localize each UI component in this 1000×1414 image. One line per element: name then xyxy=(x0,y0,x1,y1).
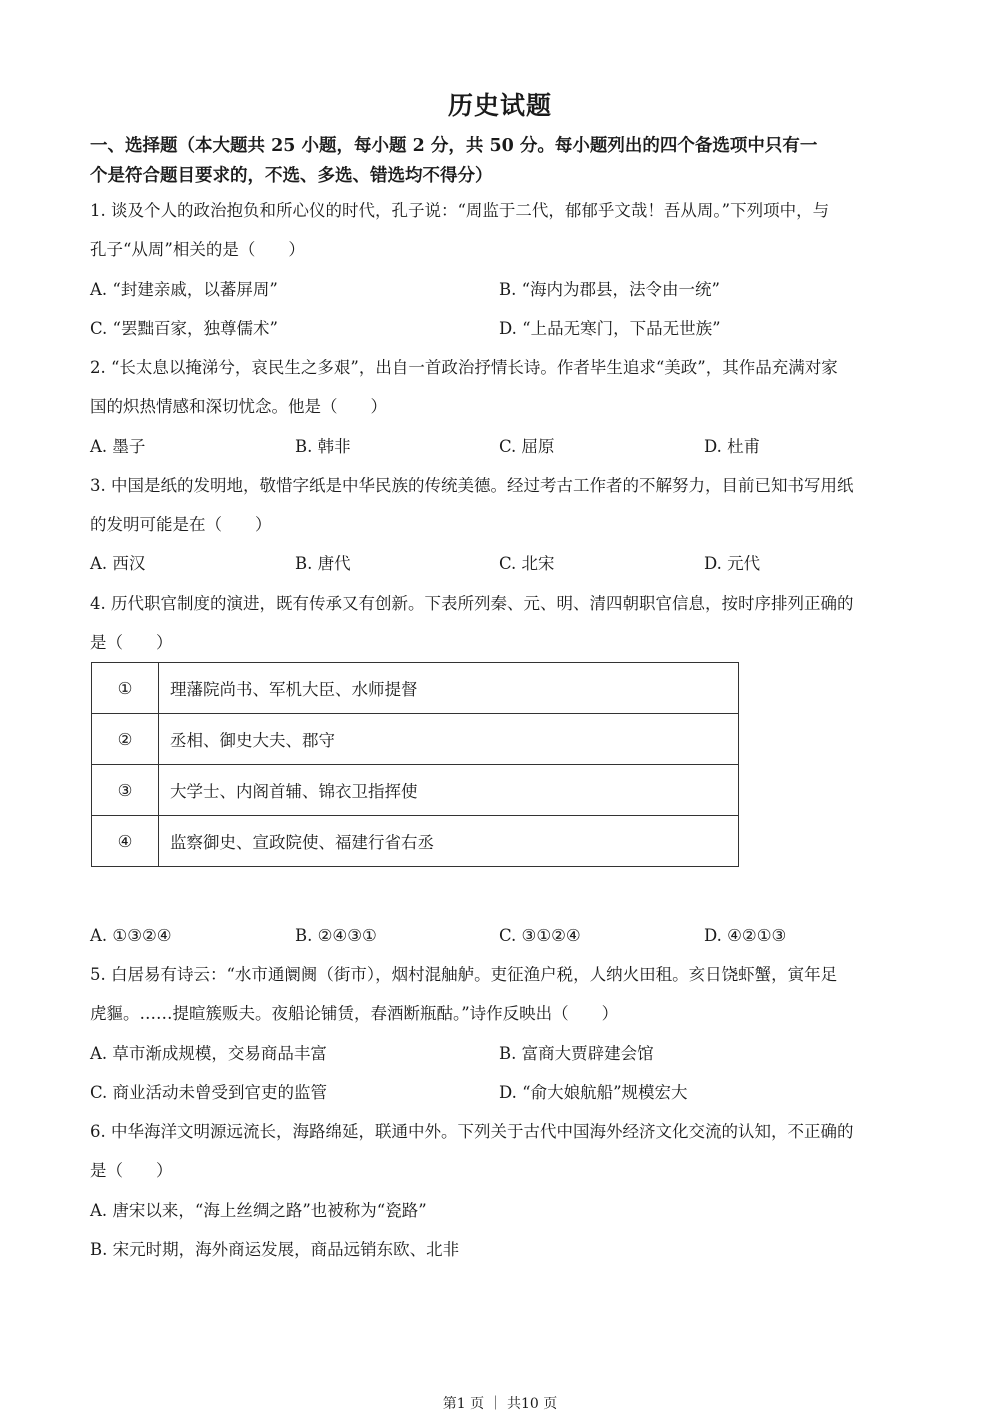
table-row xyxy=(92,714,739,765)
q6-stem-line-1: 6. 中华海洋文明源远流长，海路绵延，联通中外。下列关于古代中国海外经济文化交流的认知，不正确的 xyxy=(90,1122,854,1141)
page-title: 历史试题 xyxy=(447,91,552,120)
q3-option-a: A. 西汉 xyxy=(90,554,146,573)
q4-option-b: B. ②④③① xyxy=(295,926,377,945)
q5-option-c: C. 商业活动未曾受到官吏的监管 xyxy=(90,1083,328,1102)
table-row-number: ③ xyxy=(92,765,159,816)
q6-option-b: B. 宋元时期，海外商运发展，商品远销东欧、北非 xyxy=(90,1240,460,1259)
q4-option-a: A. ①③②④ xyxy=(90,926,172,945)
table-row-number: ① xyxy=(92,663,159,714)
q5-option-d: D. “俞大娘航船”规模宏大 xyxy=(499,1083,688,1102)
q4-option-d: D. ④②①③ xyxy=(704,926,787,945)
table-row xyxy=(92,816,739,867)
q1-option-d: D. “上品无寒门，下品无世族” xyxy=(499,319,721,338)
section-header-line-1: 一、选择题（本大题共 25 小题，每小题 2 分，共 50 分。每小题列出的四个备选项中只有一 xyxy=(90,136,818,156)
q3-option-d: D. 元代 xyxy=(704,554,761,573)
q2-option-a: A. 墨子 xyxy=(90,437,146,456)
section-header-line-2: 个是符合题目要求的，不选、多选、错选均不得分） xyxy=(90,166,493,186)
q6-stem-line-2: 是（ ） xyxy=(90,1161,173,1180)
q5-option-b: B. 富商大贾辟建会馆 xyxy=(499,1044,654,1063)
q2-option-b: B. 韩非 xyxy=(295,437,351,456)
q1-stem-line-1: 1. 谈及个人的政治抱负和所心仪的时代，孔子说：“周监于二代，郁郁乎文哉！吾从周。”下列项中，与 xyxy=(90,201,830,220)
table-row-text: 理藩院尚书、军机大臣、水师提督 xyxy=(159,663,739,714)
table-row xyxy=(92,663,739,714)
q5-option-a: A. 草市渐成规模，交易商品丰富 xyxy=(90,1044,327,1063)
q4-stem-line-1: 4. 历代职官制度的演进，既有传承又有创新。下表所列秦、元、明、清四朝职官信息，按时序排列正确的 xyxy=(90,594,854,613)
table-row-text: 丞相、御史大夫、郡守 xyxy=(159,714,739,765)
q4-stem-line-2: 是（ ） xyxy=(90,633,173,652)
page-footer: 第1 页 ｜ 共10 页 xyxy=(442,1396,558,1412)
q3-stem-line-1: 3. 中国是纸的发明地，敬惜字纸是中华民族的传统美德。经过考古工作者的不解努力，目前已知书写用纸 xyxy=(90,476,854,495)
q6-option-a: A. 唐宋以来，“海上丝绸之路”也被称为“瓷路” xyxy=(90,1201,427,1220)
table-row-number: ④ xyxy=(92,816,159,867)
q3-option-b: B. 唐代 xyxy=(295,554,351,573)
q1-option-b: B. “海内为郡县，法令由一统” xyxy=(499,280,720,299)
q1-option-a: A. “封建亲戚，以蕃屏周” xyxy=(90,280,278,299)
q1-stem-line-2: 孔子“从周”相关的是（ ） xyxy=(90,240,305,259)
q5-stem-line-2: 虎貙。……提暄簇贩夫。夜船论铺赁，春酒断瓶酤。”诗作反映出（ ） xyxy=(90,1004,619,1023)
q1-option-c: C. “罢黜百家，独尊儒术” xyxy=(90,319,278,338)
q4-officials-table xyxy=(91,662,739,867)
q3-option-c: C. 北宋 xyxy=(499,554,555,573)
q2-stem-line-2: 国的炽热情感和深切忧念。他是（ ） xyxy=(90,397,387,416)
q2-stem-line-1: 2. “长太息以掩涕兮，哀民生之多艰”，出自一首政治抒情长诗。作者毕生追求“美政”，其作品充满对家 xyxy=(90,358,838,377)
table-row-number: ② xyxy=(92,714,159,765)
table-row-text: 监察御史、宣政院使、福建行省右丞 xyxy=(159,816,739,867)
q4-option-c: C. ③①②④ xyxy=(499,926,581,945)
q3-stem-line-2: 的发明可能是在（ ） xyxy=(90,515,272,534)
table-row xyxy=(92,765,739,816)
table-row-text: 大学士、内阁首辅、锦衣卫指挥使 xyxy=(159,765,739,816)
q2-option-c: C. 屈原 xyxy=(499,437,555,456)
q5-stem-line-1: 5. 白居易有诗云：“水市通阛阓（街市），烟村混舳舻。吏征渔户税，人纳火田租。亥日饶虾蟹，寅年足 xyxy=(90,965,838,984)
q2-option-d: D. 杜甫 xyxy=(704,437,761,456)
